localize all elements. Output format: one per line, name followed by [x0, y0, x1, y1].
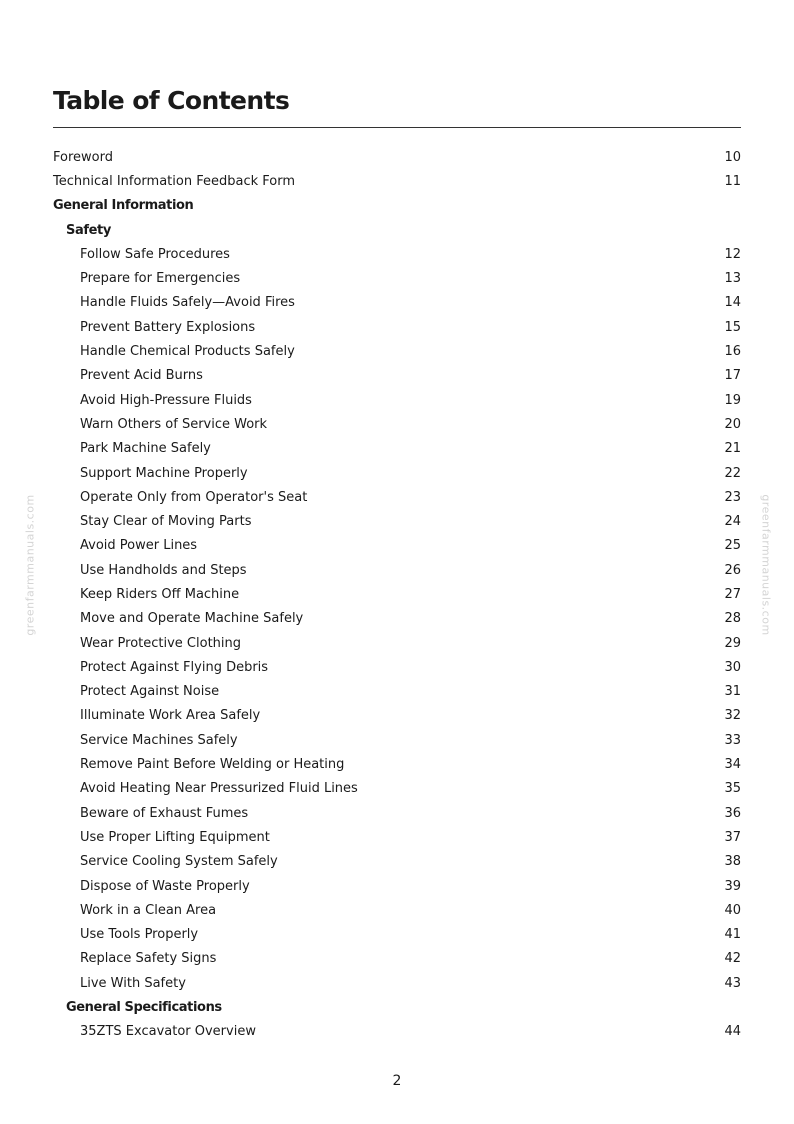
- toc-entry[interactable]: [53, 947, 741, 971]
- toc-entry[interactable]: [53, 315, 741, 339]
- toc-entry[interactable]: [53, 801, 741, 825]
- toc-entry[interactable]: [53, 145, 741, 169]
- toc-section-heading: [53, 218, 741, 242]
- toc-entry-label: Prepare for Emergencies: [80, 271, 241, 287]
- toc-entry[interactable]: [53, 898, 741, 922]
- toc-entry-label: General Information: [53, 198, 194, 214]
- toc-entry-label: Work in a Clean Area: [80, 902, 217, 918]
- toc-entry-page: 38: [724, 854, 741, 870]
- toc-entry[interactable]: [53, 169, 741, 193]
- toc-entry[interactable]: [53, 534, 741, 558]
- toc-entry[interactable]: [53, 607, 741, 631]
- toc-entry-label: General Specifications: [66, 1000, 222, 1016]
- toc-entry-page: 43: [724, 975, 741, 991]
- toc-entry-page: 31: [724, 684, 741, 700]
- toc-entry-label: Service Machines Safely: [80, 732, 238, 748]
- toc-entry-page: 11: [724, 173, 741, 189]
- toc-entry-page: 20: [724, 416, 741, 432]
- toc-entry-page: 35: [724, 781, 741, 797]
- toc-entry[interactable]: [53, 266, 741, 290]
- toc-entry-label: Foreword: [53, 149, 113, 165]
- toc-entry-page: 36: [724, 805, 741, 821]
- toc-entry-page: 30: [724, 659, 741, 675]
- toc-list: [53, 145, 741, 1044]
- toc-entry-page: 21: [724, 441, 741, 457]
- toc-entry[interactable]: [53, 971, 741, 995]
- toc-entry-label: Stay Clear of Moving Parts: [80, 514, 252, 530]
- watermark-right: greenfarmmanuals.com: [759, 494, 773, 636]
- toc-entry-page: 27: [724, 586, 741, 602]
- toc-entry[interactable]: [53, 655, 741, 679]
- toc-entry-page: 33: [724, 732, 741, 748]
- toc-entry-label: Operate Only from Operator's Seat: [80, 489, 308, 505]
- toc-entry-label: Handle Fluids Safely—Avoid Fires: [80, 295, 295, 311]
- toc-entry[interactable]: [53, 242, 741, 266]
- watermark-left: greenfarmmanuals.com: [23, 494, 37, 636]
- title-divider: [53, 127, 741, 128]
- toc-entry[interactable]: [53, 339, 741, 363]
- toc-entry[interactable]: [53, 461, 741, 485]
- toc-entry-label: Avoid Power Lines: [80, 538, 198, 554]
- toc-entry-page: 17: [724, 368, 741, 384]
- toc-entry-page: 41: [724, 927, 741, 943]
- toc-entry-label: Protect Against Flying Debris: [80, 659, 269, 675]
- toc-entry[interactable]: [53, 437, 741, 461]
- toc-entry[interactable]: [53, 704, 741, 728]
- toc-entry[interactable]: [53, 1020, 741, 1044]
- toc-entry-page: 40: [724, 902, 741, 918]
- toc-entry-label: Move and Operate Machine Safely: [80, 611, 304, 627]
- toc-entry[interactable]: [53, 850, 741, 874]
- toc-entry-page: 19: [724, 392, 741, 408]
- toc-entry[interactable]: [53, 509, 741, 533]
- toc-entry-label: Technical Information Feedback Form: [53, 173, 295, 189]
- toc-entry-label: Service Cooling System Safely: [80, 854, 278, 870]
- toc-entry-page: 37: [724, 829, 741, 845]
- toc-entry-label: Beware of Exhaust Fumes: [80, 805, 249, 821]
- toc-entry[interactable]: [53, 825, 741, 849]
- toc-entry-label: Keep Riders Off Machine: [80, 586, 240, 602]
- toc-entry-label: Avoid Heating Near Pressurized Fluid Lines: [80, 781, 358, 797]
- toc-entry-label: Prevent Battery Explosions: [80, 319, 256, 335]
- toc-entry-label: Handle Chemical Products Safely: [80, 344, 295, 360]
- toc-entry[interactable]: [53, 777, 741, 801]
- toc-entry[interactable]: [53, 388, 741, 412]
- toc-entry-page: 22: [724, 465, 741, 481]
- page-title: Table of Contents: [53, 86, 290, 115]
- toc-entry-page: 25: [724, 538, 741, 554]
- toc-entry[interactable]: [53, 752, 741, 776]
- toc-entry-page: 42: [724, 951, 741, 967]
- toc-entry-page: 44: [724, 1024, 741, 1040]
- toc-entry[interactable]: [53, 485, 741, 509]
- toc-entry-page: 26: [724, 562, 741, 578]
- toc-entry[interactable]: [53, 558, 741, 582]
- toc-entry-page: 12: [724, 246, 741, 262]
- toc-entry-label: Safety: [66, 222, 111, 238]
- toc-entry-page: 10: [724, 149, 741, 165]
- page-number: 2: [392, 1073, 402, 1089]
- toc-entry-label: Dispose of Waste Properly: [80, 878, 250, 894]
- toc-entry-page: 28: [724, 611, 741, 627]
- toc-entry-label: Wear Protective Clothing: [80, 635, 242, 651]
- toc-entry-label: Warn Others of Service Work: [80, 416, 268, 432]
- toc-entry-label: Remove Paint Before Welding or Heating: [80, 757, 345, 773]
- toc-entry-label: Live With Safety: [80, 975, 186, 991]
- toc-entry-page: 32: [724, 708, 741, 724]
- toc-entry-page: 15: [724, 319, 741, 335]
- toc-entry-label: Follow Safe Procedures: [80, 246, 230, 262]
- toc-entry[interactable]: [53, 631, 741, 655]
- toc-entry-page: 34: [724, 757, 741, 773]
- toc-entry-page: 23: [724, 489, 741, 505]
- toc-entry-page: 14: [724, 295, 741, 311]
- toc-entry-label: Use Tools Properly: [80, 927, 199, 943]
- toc-entry[interactable]: [53, 364, 741, 388]
- toc-entry[interactable]: [53, 680, 741, 704]
- toc-entry[interactable]: [53, 923, 741, 947]
- toc-entry-label: Avoid High-Pressure Fluids: [80, 392, 252, 408]
- toc-entry-page: 16: [724, 344, 741, 360]
- toc-entry[interactable]: [53, 412, 741, 436]
- toc-entry-label: Park Machine Safely: [80, 441, 211, 457]
- toc-entry-page: 13: [724, 271, 741, 287]
- toc-section-heading: [53, 995, 741, 1019]
- toc-entry-page: 39: [724, 878, 741, 894]
- toc-entry-label: Use Handholds and Steps: [80, 562, 247, 578]
- toc-section-heading: [53, 194, 741, 218]
- toc-entry-label: Illuminate Work Area Safely: [80, 708, 261, 724]
- toc-entry[interactable]: [53, 874, 741, 898]
- toc-entry[interactable]: [53, 291, 741, 315]
- toc-entry-page: 29: [724, 635, 741, 651]
- toc-entry-page: 24: [724, 514, 741, 530]
- toc-entry-label: Prevent Acid Burns: [80, 368, 203, 384]
- toc-entry[interactable]: [53, 582, 741, 606]
- toc-entry-label: Replace Safety Signs: [80, 951, 217, 967]
- toc-entry[interactable]: [53, 728, 741, 752]
- toc-entry-label: Protect Against Noise: [80, 684, 220, 700]
- toc-entry-label: 35ZTS Excavator Overview: [80, 1024, 256, 1040]
- toc-entry-label: Support Machine Properly: [80, 465, 248, 481]
- toc-entry-label: Use Proper Lifting Equipment: [80, 829, 270, 845]
